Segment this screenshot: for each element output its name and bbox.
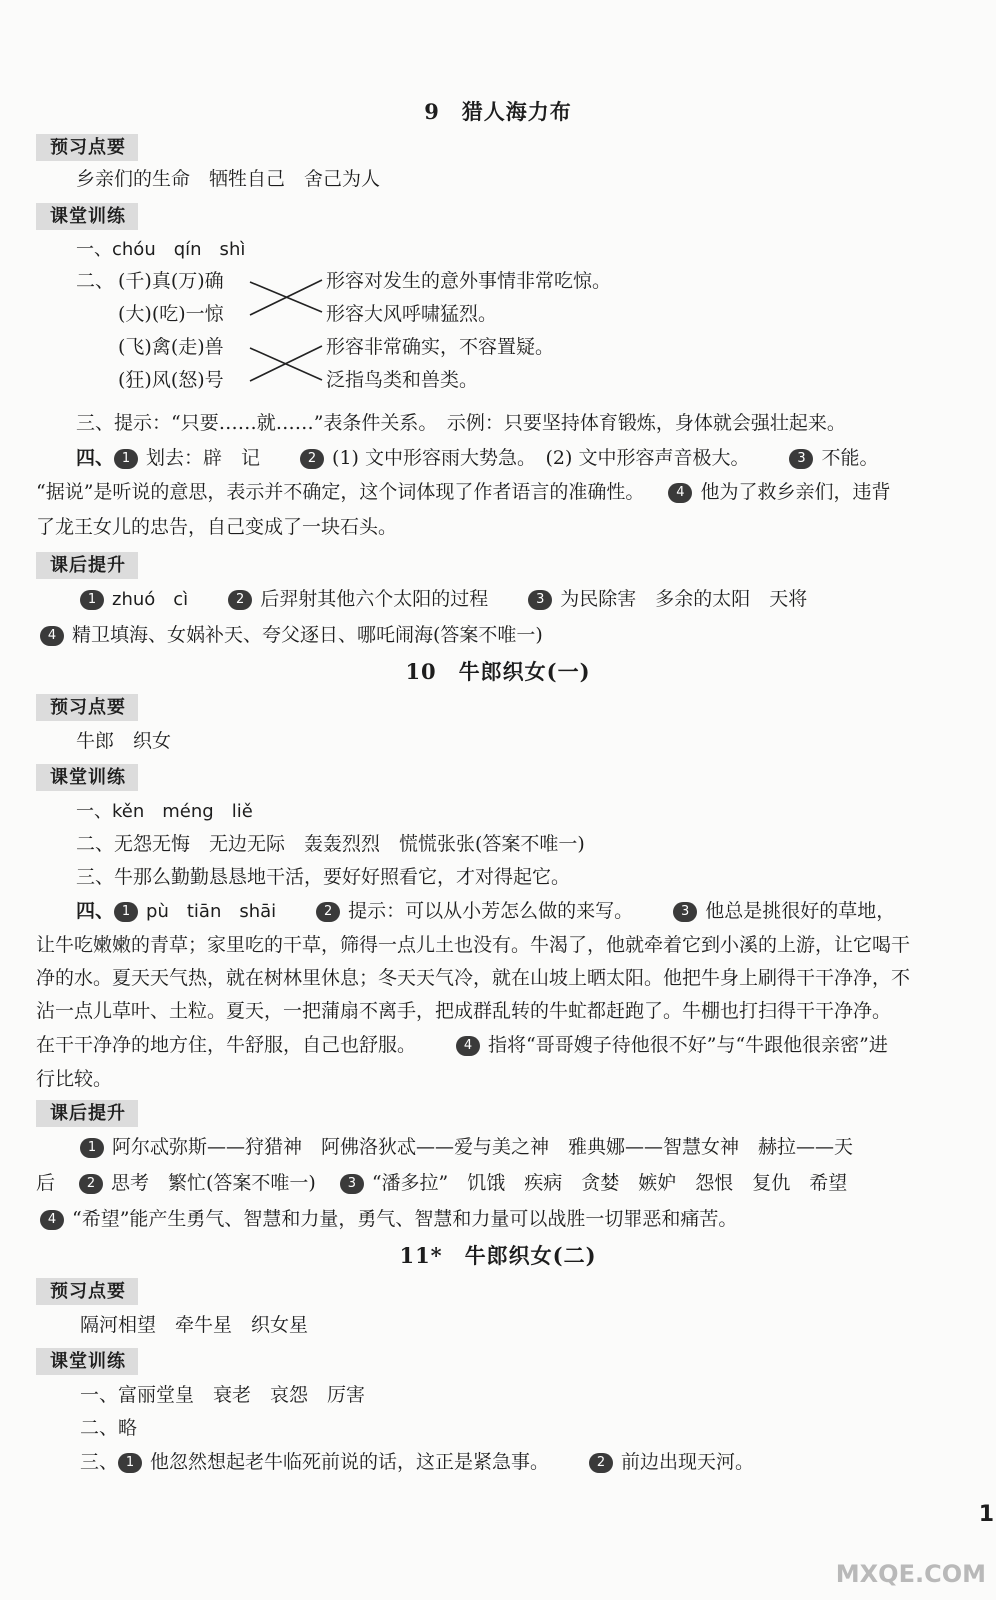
number-badge-icon: 2	[228, 590, 252, 610]
page-number: 1	[978, 1502, 994, 1527]
s9-preview-text: 乡亲们的生命 牺牲自己 舍己为人	[76, 168, 381, 190]
s10-class-label: 课堂训练	[36, 764, 138, 791]
s9-meaning-3: 形容非常确实，不容置疑。	[326, 336, 555, 358]
s9-idiom-4: (狂)风(怒)号	[118, 369, 224, 391]
number-badge-icon: 3	[673, 902, 697, 922]
s10-q3: 三、牛那么勤勤恳恳地干活，要好好照看它，才对得起它。	[76, 866, 571, 888]
number-badge-icon: 3	[340, 1174, 364, 1194]
s10-q4-row3: 净的水。夏天天气热，就在树林里休息；冬天天气冷，就在山坡上晒太阳。他把牛身上刷得干干净净，不	[36, 967, 911, 989]
s9-meaning-4: 泛指鸟类和兽类。	[326, 369, 479, 391]
s9-meaning-1: 形容对发生的意外事情非常吃惊。	[326, 270, 612, 292]
lesson-10-title: 10 牛郎织女(一)	[405, 659, 591, 684]
number-badge-icon: 4	[40, 626, 64, 646]
s10-after-label: 课后提升	[36, 1100, 138, 1127]
number-badge-icon: 3	[528, 590, 552, 610]
s9-preview-label: 预习点要	[36, 134, 138, 161]
number-badge-icon: 1	[114, 449, 138, 469]
number-badge-icon: 4	[668, 483, 692, 503]
s11-class-label: 课堂训练	[36, 1348, 138, 1375]
number-badge-icon: 4	[456, 1036, 480, 1056]
s9-class-label: 课堂训练	[36, 203, 138, 230]
s9-q4-row3: 了龙王女儿的忠告，自己变成了一块石头。	[36, 516, 398, 538]
s11-q2: 二、略	[80, 1417, 138, 1439]
number-badge-icon: 1	[80, 590, 104, 610]
s9-q4-row2: “据说”是听说的意思，表示并不确定，这个词体现了作者语言的准确性。 4 他为了救乡亲们，违背	[36, 481, 891, 503]
s10-q4-row4: 沾一点儿草叶、土粒。夏天，一把蒲扇不离手，把成群乱转的牛虻都赶跑了。牛棚也打扫得干干净净。	[36, 1000, 892, 1022]
s10-after-row2: 后 2 思考 繁忙(答案不唯一) 3 “潘多拉” 饥饿 疾病 贪婪 嫉妒 怨恨 复仇 希望	[36, 1172, 848, 1194]
s9-after-row2: 4 精卫填海、女娲补天、夸父逐日、哪吒闹海(答案不唯一)	[40, 620, 543, 650]
s9-idiom-2: (大)(吃)一惊	[118, 303, 224, 325]
s9-after-row1: 1 zhuó cì 2 后羿射其他六个太阳的过程 3 为民除害 多余的太阳 天将	[80, 584, 807, 615]
number-badge-icon: 3	[789, 449, 813, 469]
number-badge-icon: 1	[80, 1138, 104, 1158]
s10-q1: 一、kěn méng liě	[76, 801, 253, 822]
s11-preview-label: 预习点要	[36, 1278, 138, 1305]
s11-preview-text: 隔河相望 牵牛星 织女星	[80, 1314, 309, 1336]
s10-after-row1: 1 阿尔忒弥斯——狩猎神 阿佛洛狄忒——爱与美之神 雅典娜——智慧女神 赫拉——天	[80, 1132, 853, 1162]
lesson-9-title: 9 猎人海力布	[424, 99, 572, 124]
number-badge-icon: 1	[118, 1453, 142, 1473]
s10-preview-text: 牛郎 织女	[76, 730, 172, 752]
s9-q1: 一、chóu qín shì	[76, 239, 246, 260]
s10-q4-row5: 在干干净净的地方住，牛舒服，自己也舒服。 4 指将“哥哥嫂子待他很不好”与“牛跟他很亲密”进	[36, 1034, 888, 1056]
s11-q1: 一、富丽堂皇 衰老 哀怨 厉害	[80, 1384, 366, 1406]
s9-q4-row1: 四、 1 划去：辟 记 2 (1) 文中形容雨大势急。 (2) 文中形容声音极大。 3 不能。	[76, 447, 879, 469]
s10-q4-row2: 让牛吃嫩嫩的青草；家里吃的干草，筛得一点儿土也没有。牛渴了，他就牵着它到小溪的上游，让它喝干	[36, 934, 911, 956]
s10-after-row3: 4 “希望”能产生勇气、智慧和力量，勇气、智慧和力量可以战胜一切罪恶和痛苦。	[40, 1204, 737, 1234]
s11-q3: 三、 1 他忽然想起老牛临死前说的话，这正是紧急事。 2 前边出现天河。	[80, 1451, 755, 1473]
s10-q4-row1: 四、 1 pù tiān shāi 2 提示：可以从小芳怎么做的来写。 3 他总是挑很好的草地，	[76, 900, 896, 922]
number-badge-icon: 4	[40, 1210, 64, 1230]
s9-meaning-2: 形容大风呼啸猛烈。	[326, 303, 498, 325]
s10-q4-row6: 行比较。	[36, 1068, 113, 1090]
number-badge-icon: 2	[589, 1453, 613, 1473]
s9-idiom-1: (千)真(万)确	[118, 270, 224, 292]
s9-q2-prefix: 二、	[76, 270, 115, 292]
s9-after-label: 课后提升	[36, 552, 138, 579]
s9-idiom-3: (飞)禽(走)兽	[118, 336, 224, 358]
s10-preview-label: 预习点要	[36, 694, 138, 721]
lesson-11-title: 11* 牛郎织女(二)	[399, 1243, 597, 1268]
s9-q3: 三、提示：“只要……就……”表条件关系。 示例：只要坚持体育锻炼，身体就会强壮起来。	[76, 412, 846, 434]
number-badge-icon: 1	[114, 902, 138, 922]
watermark: MXQE.COM	[835, 1560, 986, 1588]
matching-lines	[246, 272, 326, 392]
s10-q2: 二、无怨无悔 无边无际 轰轰烈烈 慌慌张张(答案不唯一)	[76, 833, 585, 855]
number-badge-icon: 2	[300, 449, 324, 469]
number-badge-icon: 2	[316, 902, 340, 922]
number-badge-icon: 2	[79, 1174, 103, 1194]
